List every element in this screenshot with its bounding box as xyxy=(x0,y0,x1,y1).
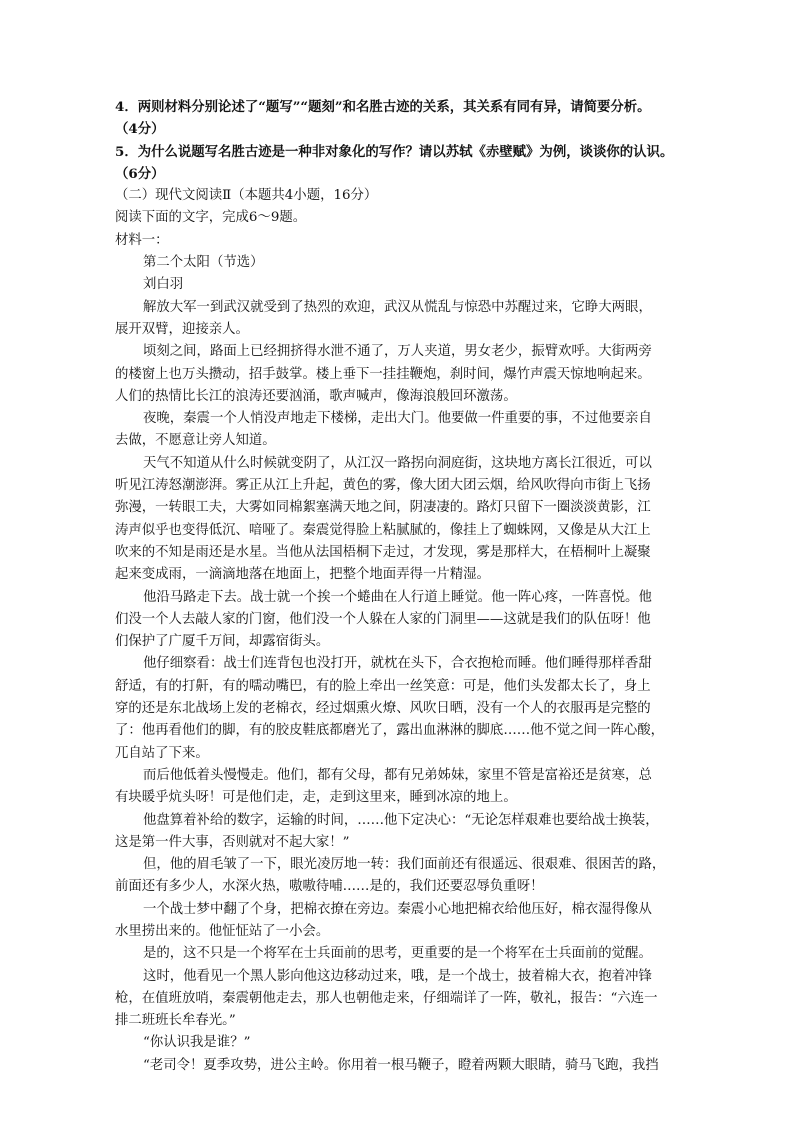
text-line: （二）现代文阅读Ⅱ（本题共4小题，16分） xyxy=(115,188,378,204)
text-line: 是的，这不只是一个将军在士兵面前的思考，更重要的是一个将军在士兵面前的觉醒。 xyxy=(143,946,652,962)
text-line: 第二个太阳（节选） xyxy=(143,255,264,271)
text-line: 天气不知道从什么时候就变阴了，从江汉一路拐向洞庭街，这块地方离长江很近，可以 xyxy=(143,455,652,471)
text-line: 枪，在值班放哨，秦震朝他走去，那人也朝他走来，仔细端详了一阵，敬礼，报告：“六连一 xyxy=(115,990,658,1006)
text-line: 们保护了广厦千万间，却露宿街头。 xyxy=(115,634,330,650)
text-line: 4．两则材料分别论述了“题写”“题刻”和名胜古迹的关系，其关系有同有异，请简要分析。 xyxy=(115,99,651,115)
text-line: 一个战士梦中翻了个身，把棉衣撩在旁边。秦震小心地把棉衣给他压好，棉衣湿得像从 xyxy=(143,901,652,917)
text-line: 弥漫，一转眼工夫，大雾如同棉絮塞满天地之间，阴凄凄的。路灯只留下一圈淡淡黄影，江 xyxy=(115,500,651,516)
text-line: 水里捞出来的。他怔怔站了一小会。 xyxy=(115,923,330,939)
text-line: 有块暖乎炕头呀！可是他们走，走，走到这里来，睡到冰凉的地上。 xyxy=(115,790,517,806)
text-line: 的楼窗上也万头攒动，招手鼓掌。楼上垂下一挂挂鞭炮，刹时间，爆竹声震天惊地响起来。 xyxy=(115,366,651,382)
text-line: 而后他低着头慢慢走。他们，都有父母，都有兄弟姊妹，家里不管是富裕还是贫寒，总 xyxy=(143,767,652,783)
text-line: “你认识我是谁？” xyxy=(143,1035,251,1051)
text-line: 但，他的眉毛皱了一下，眼光凌厉地一转：我们面前还有很遥远、很艰难、很困苦的路， xyxy=(143,857,666,873)
text-line: 这时，他看见一个黑人影向他这边移动过来，哦，是一个战士，披着棉大衣，抱着冲锋 xyxy=(143,968,652,984)
text-line: 材料一： xyxy=(115,232,169,248)
text-line: 兀自站了下来。 xyxy=(115,745,209,761)
text-line: 解放大军一到武汉就受到了热烈的欢迎，武汉从慌乱与惊恐中苏醒过来，它睁大两眼， xyxy=(143,299,652,315)
text-line: 人们的热情比长江的浪涛还要汹涌，歌声喊声，像海浪般回环激荡。 xyxy=(115,388,517,404)
document-page xyxy=(115,96,685,1077)
text-line: 阅读下面的文字，完成6～9题。 xyxy=(115,210,307,226)
text-line: 5．为什么说题写名胜古迹是一种非对象化的写作？请以苏轼《赤壁赋》为例，谈谈你的认识。 xyxy=(115,143,674,160)
text-line: 这是第一件大事，否则就对不起大家！” xyxy=(115,834,350,850)
text-line: 穿的还是东北战场上发的老棉衣，经过烟熏火燎、风吹日晒，没有一个人的衣服再是完整的 xyxy=(115,701,651,717)
text-line: 前面还有多少人，水深火热，嗷嗷待哺……是的，我们还要忍辱负重呀！ xyxy=(115,879,544,895)
text-line: 听见江涛怒潮澎湃。雾正从江上升起，黄色的雾，像大团大团云烟，给风吹得向市街上飞扬 xyxy=(115,478,651,494)
text-line: 吹来的不知是雨还是水星。当他从法国梧桐下走过，才发现，雾是那样大，在梧桐叶上凝聚 xyxy=(115,544,651,560)
text-line: 排二班班长牟春光。” xyxy=(115,1013,236,1029)
text-line: 涛声似乎也变得低沉、喑哑了。秦震觉得脸上粘腻腻的，像挂上了蜘蛛网，又像是从大江上 xyxy=(115,522,651,538)
text-line: （4分） xyxy=(115,121,165,138)
text-line: 去做，不愿意让旁人知道。 xyxy=(115,433,276,449)
text-line: 舒适，有的打鼾，有的嚅动嘴巴，有的脸上牵出一丝笑意：可是，他们头发都太长了，身上 xyxy=(115,678,651,694)
text-line: 展开双臂，迎接亲人。 xyxy=(115,321,249,337)
text-line: （6分） xyxy=(115,165,165,182)
text-line: “老司令！夏季攻势，进公主岭。你用着一根马鞭子，瞪着两颗大眼睛，骑马飞跑，我挡 xyxy=(143,1057,659,1073)
text-line: 他仔细察看：战士们连背包也没打开，就枕在头下，合衣抱枪而睡。他们睡得那样香甜 xyxy=(143,656,652,672)
text-line: 他盘算着补给的数字，运输的时间，……他下定决心：“无论怎样艰难也要给战士换装， xyxy=(143,812,659,828)
text-line: 他沿马路走下去。战士就一个挨一个蜷曲在人行道上睡觉。他一阵心疼，一阵喜悦。他 xyxy=(143,589,652,605)
text-line: 顷刻之间，路面上已经拥挤得水泄不通了，万人夹道，男女老少，振臂欢呼。大街两旁 xyxy=(143,344,652,360)
text-line: 刘白羽 xyxy=(143,277,184,293)
text-line: 夜晚，秦震一个人悄没声地走下楼梯，走出大门。他要做一件重要的事，不过他要亲自 xyxy=(143,411,652,427)
text-line: 们没一个人去敲人家的门窗，他们没一个人躲在人家的门洞里——这就是我们的队伍呀！他 xyxy=(115,611,651,627)
text-line: 起来变成雨，一滴滴地落在地面上，把整个地面弄得一片精湿。 xyxy=(115,567,490,583)
text-line: 了：他再看他们的脚，有的胶皮鞋底都磨光了，露出血淋淋的脚底……他不觉之间一阵心酸， xyxy=(115,723,665,739)
